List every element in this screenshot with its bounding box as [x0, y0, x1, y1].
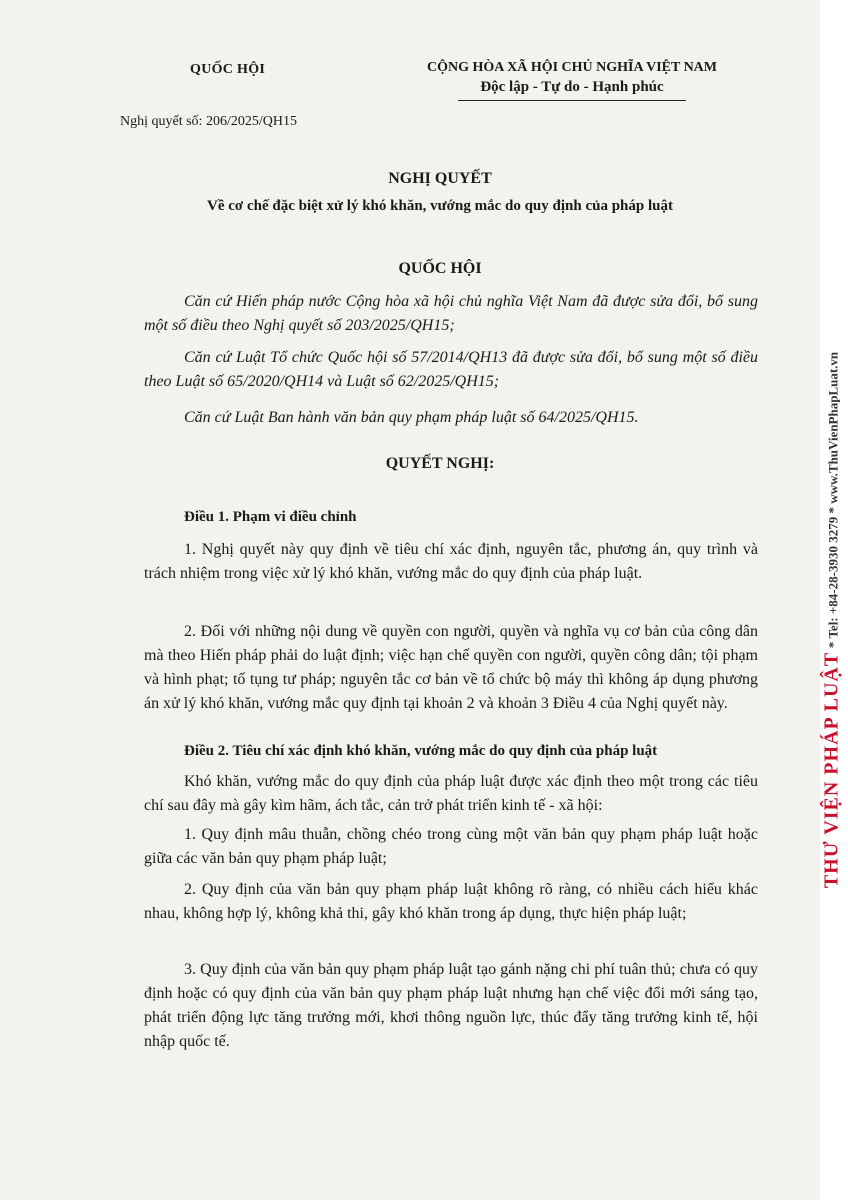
article-1-paragraph-2: 2. Đối với những nội dung về quyền con người, quyền và nghĩa vụ cơ bản của công dân mà theo Hiến pháp phải do luật định; việc hạn chế quyền con người, quyền công dân; tội phạm và hình phạt; tố tụng tư pháp; nguyên tắc cơ bản về tổ chức bộ máy thì không áp dụng phương án xử lý khó khăn, vướng mắc quy định tại khoản 2 và khoản 3 Điều 4 của Nghị quyết này.: [144, 623, 758, 712]
article-1-heading: Điều 1. Phạm vi điều chỉnh: [184, 509, 357, 525]
article-2-intro: Khó khăn, vướng mắc do quy định của pháp luật được xác định theo một trong các tiêu chí sau đây mà gây kìm hãm, ách tắc, cản trở phát triển kinh tế - xã hội:: [144, 773, 758, 814]
resolution-number: Nghị quyết số: 206/2025/QH15: [120, 114, 297, 129]
watermark: [822, 260, 842, 980]
motto-underline: [458, 100, 686, 101]
document-title: NGHỊ QUYẾT: [388, 170, 492, 187]
document-subtitle: Về cơ chế đặc biệt xử lý khó khăn, vướng mắc do quy định của pháp luật: [207, 198, 673, 214]
legal-basis-2: Căn cứ Luật Tổ chức Quốc hội số 57/2014/QH13 đã được sửa đổi, bổ sung một số điều theo Luật số 65/2020/QH14 và Luật số 62/2025/QH15;: [144, 349, 758, 390]
article-2-heading: Điều 2. Tiêu chí xác định khó khăn, vướng mắc do quy định của pháp luật: [184, 743, 658, 759]
issuer-header: QUỐC HỘI: [190, 62, 266, 77]
watermark-brand: THƯ VIỆN PHÁP LUẬT: [820, 651, 843, 889]
article-1-paragraph-1: 1. Nghị quyết này quy định về tiêu chí xác định, nguyên tắc, phương án, quy trình và trách nhiệm trong việc xử lý khó khăn, vướng mắc do quy định của pháp luật.: [144, 541, 758, 582]
legal-basis-1: Căn cứ Hiến pháp nước Cộng hòa xã hội chủ nghĩa Việt Nam đã được sửa đổi, bổ sung một số điều theo Nghị quyết số 203/2025/QH15;: [144, 293, 758, 334]
national-motto: Độc lập - Tự do - Hạnh phúc: [480, 79, 664, 95]
issuer-title: QUỐC HỘI: [398, 260, 482, 277]
article-2-item-3: 3. Quy định của văn bản quy phạm pháp luật tạo gánh nặng chi phí tuân thủ; chưa có quy định hoặc có quy định của văn bản quy phạm pháp luật nhưng hạn chế việc đổi mới sáng tạo, phát triển động lực tăng trưởng mới, khơi thông nguồn lực, thúc đẩy tăng trưởng kinh tế, hội nhập quốc tế.: [144, 961, 758, 1050]
watermark-text: [821, 352, 844, 888]
decision-heading: QUYẾT NGHỊ:: [385, 455, 495, 472]
article-2-item-2: 2. Quy định của văn bản quy phạm pháp luật không rõ ràng, có nhiều cách hiểu khác nhau, không hợp lý, không khả thi, gây khó khăn trong áp dụng, thực hiện pháp luật;: [144, 881, 758, 922]
nation-name: CỘNG HÒA XÃ HỘI CHỦ NGHĨA VIỆT NAM: [426, 60, 717, 75]
watermark-contact: * Tel: +84-28-3930 3279 * www.ThuVienPhapLuat.vn: [825, 351, 841, 649]
article-2-item-1: 1. Quy định mâu thuẫn, chồng chéo trong cùng một văn bản quy phạm pháp luật hoặc giữa các văn bản quy phạm pháp luật;: [144, 826, 758, 867]
legal-basis-3: Căn cứ Luật Ban hành văn bản quy phạm pháp luật số 64/2025/QH15.: [184, 409, 639, 426]
national-header: [402, 60, 742, 101]
